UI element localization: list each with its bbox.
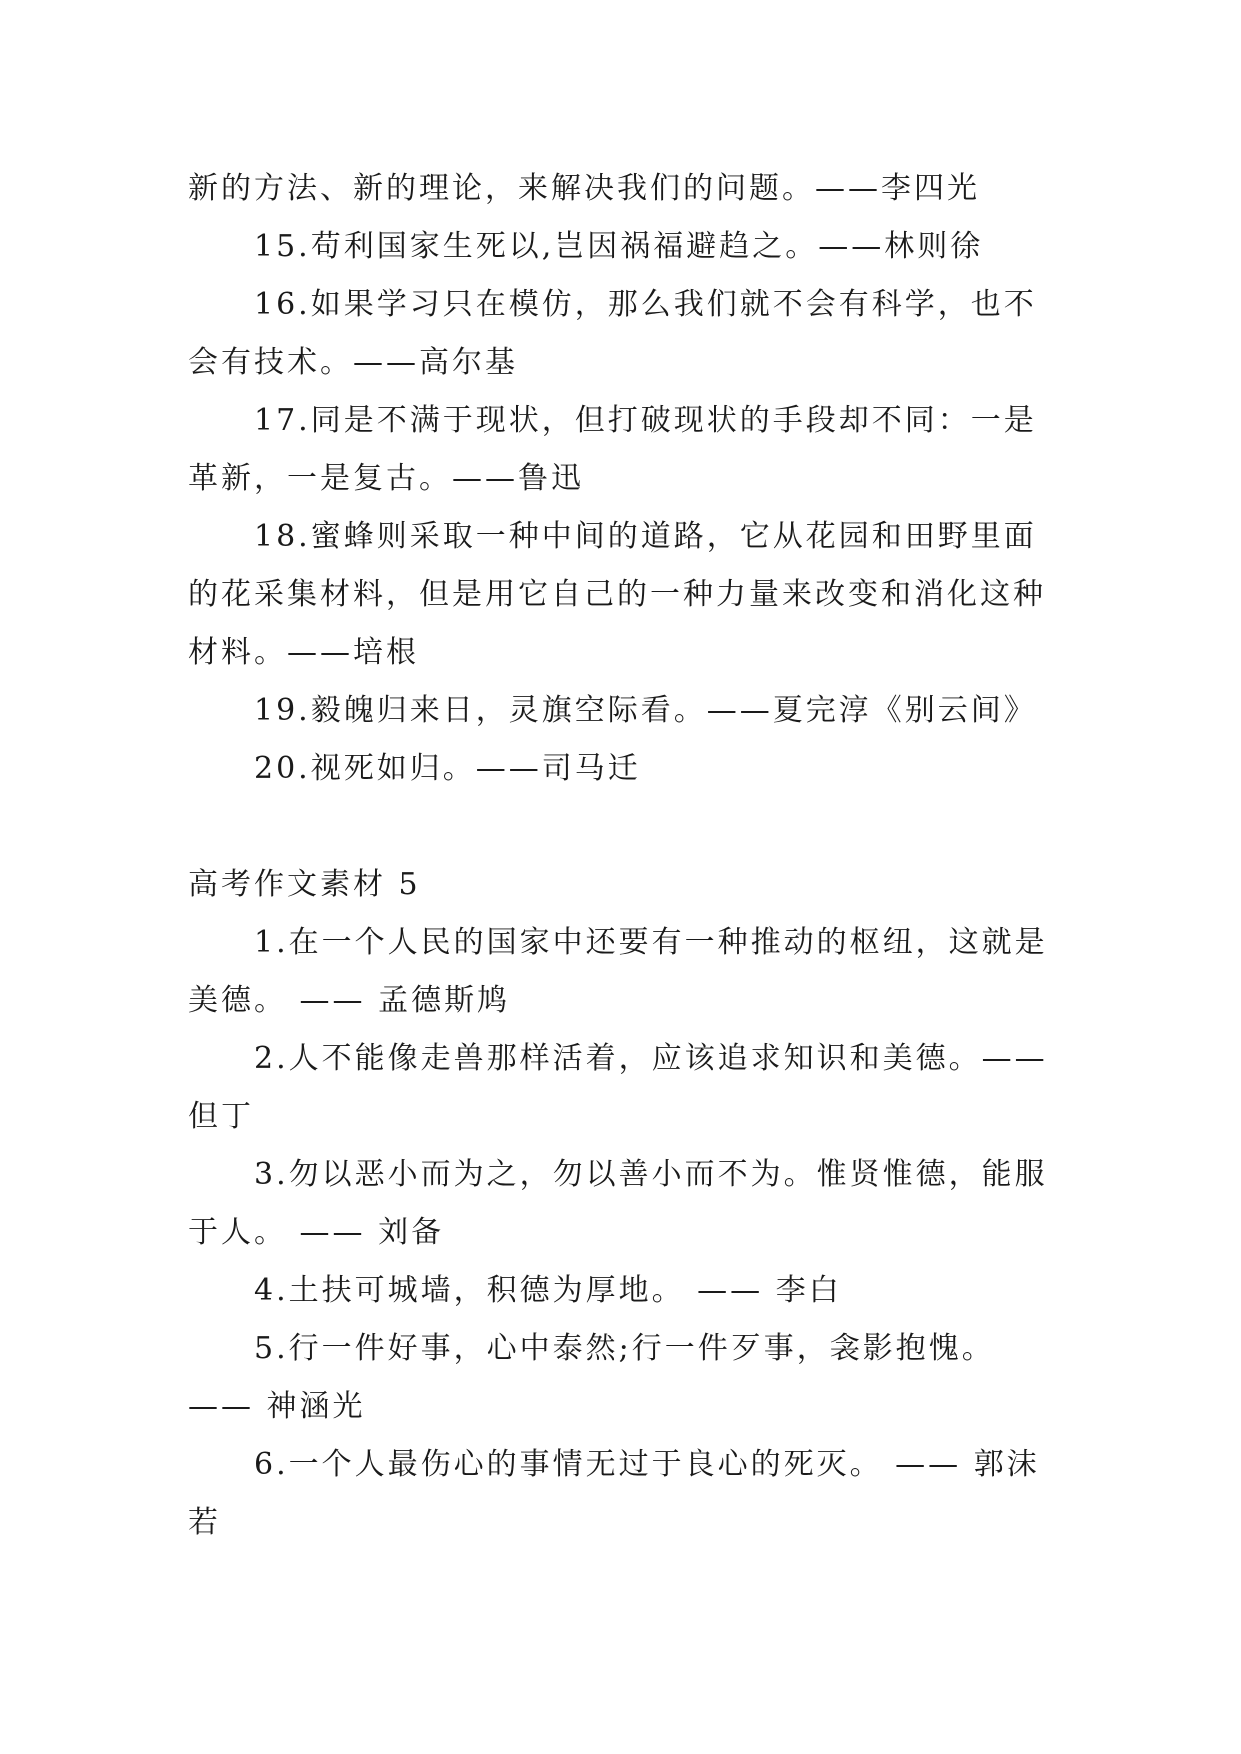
section-gap (188, 798, 1058, 856)
document-page (188, 160, 1058, 1552)
text-line: 于人。 —— 刘备 (188, 1215, 445, 1250)
text-line: 革新，一是复古。——鲁迅 (188, 461, 584, 496)
quote-19: 19.毅魄归来日，灵旗空际看。——夏完淳《别云间》 (254, 693, 1037, 728)
quote-15: 15.苟利国家生死以,岂因祸福避趋之。——林则徐 (254, 229, 984, 264)
text-line: 若 (188, 1505, 221, 1540)
quote-1: 1.在一个人民的国家中还要有一种推动的枢纽，这就是 (254, 925, 1048, 960)
section-heading: 高考作文素材 5 (188, 867, 421, 902)
quote-17: 17.同是不满于现状，但打破现状的手段却不同：一是 (254, 403, 1037, 438)
text-line: 材料。——培根 (188, 635, 419, 670)
text-line: 美德。 —— 孟德斯鸠 (188, 983, 511, 1018)
quote-6: 6.一个人最伤心的事情无过于良心的死灭。 —— 郭沫 (254, 1447, 1040, 1482)
text-line: 的花采集材料，但是用它自己的一种力量来改变和消化这种 (188, 577, 1046, 612)
text-line: —— 神涵光 (188, 1389, 366, 1424)
text-line: 但丁 (188, 1099, 254, 1134)
quote-5: 5.行一件好事，心中泰然;行一件歹事，衾影抱愧。 (254, 1331, 995, 1366)
quote-3: 3.勿以恶小而为之，勿以善小而不为。惟贤惟德，能服 (254, 1157, 1048, 1192)
quote-4: 4.土扶可城墙，积德为厚地。 —— 李白 (254, 1273, 842, 1308)
quote-16: 16.如果学习只在模仿，那么我们就不会有科学，也不 (254, 287, 1037, 322)
quote-18: 18.蜜蜂则采取一种中间的道路，它从花园和田野里面 (254, 519, 1037, 554)
quote-2: 2.人不能像走兽那样活着，应该追求知识和美德。—— (254, 1041, 1048, 1076)
quote-20: 20.视死如归。——司马迁 (254, 751, 641, 786)
text-line: 会有技术。——高尔基 (188, 345, 518, 380)
text-line: 新的方法、新的理论，来解决我们的问题。——李四光 (188, 171, 980, 206)
